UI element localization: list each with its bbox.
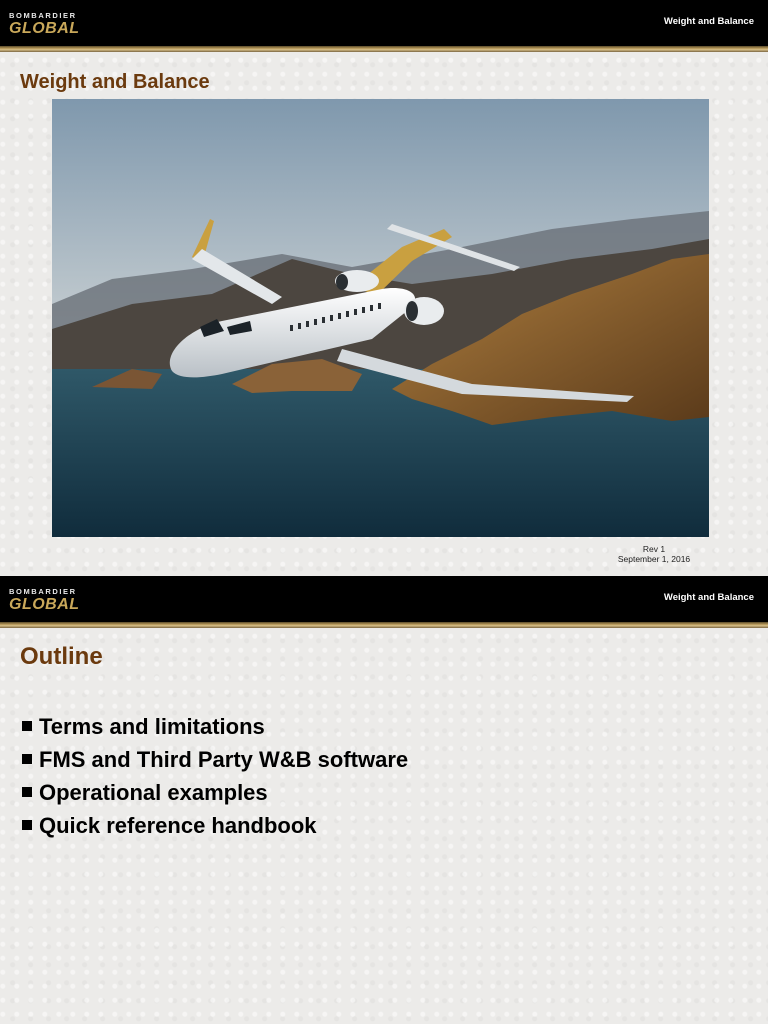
brand-logo-top: BOMBARDIER <box>9 587 77 596</box>
revision-date: September 1, 2016 <box>617 554 691 564</box>
square-bullet-icon <box>22 787 32 797</box>
slide-title: Outline <box>20 643 103 670</box>
slide-2 <box>0 576 768 1024</box>
brand-logo-top: BOMBARDIER <box>9 11 77 20</box>
slide-header <box>0 0 768 46</box>
brand-logo-main: GLOBAL <box>9 596 80 613</box>
slide-header <box>0 576 768 622</box>
header-title: Weight and Balance <box>663 16 754 27</box>
brand-logo <box>9 588 80 613</box>
list-item <box>20 812 408 845</box>
square-bullet-icon <box>22 721 32 731</box>
slide-title: Weight and Balance <box>20 71 210 93</box>
header-title: Weight and Balance <box>663 592 754 603</box>
list-item <box>20 713 408 746</box>
brand-logo <box>9 12 80 37</box>
square-bullet-icon <box>22 820 32 830</box>
revision-label: Rev 1 <box>642 544 666 554</box>
gold-divider <box>0 46 768 52</box>
outline-list <box>20 713 408 845</box>
square-bullet-icon <box>22 754 32 764</box>
list-item <box>20 746 408 779</box>
gold-divider <box>0 622 768 628</box>
aircraft-photo <box>52 99 709 537</box>
list-item-text: Terms and limitations <box>39 714 265 739</box>
list-item <box>20 779 408 812</box>
list-item-text: Quick reference handbook <box>39 813 317 838</box>
revision-note <box>600 544 708 564</box>
list-item-text: Operational examples <box>39 780 268 805</box>
brand-logo-main: GLOBAL <box>9 20 80 37</box>
list-item-text: FMS and Third Party W&B software <box>39 747 409 772</box>
